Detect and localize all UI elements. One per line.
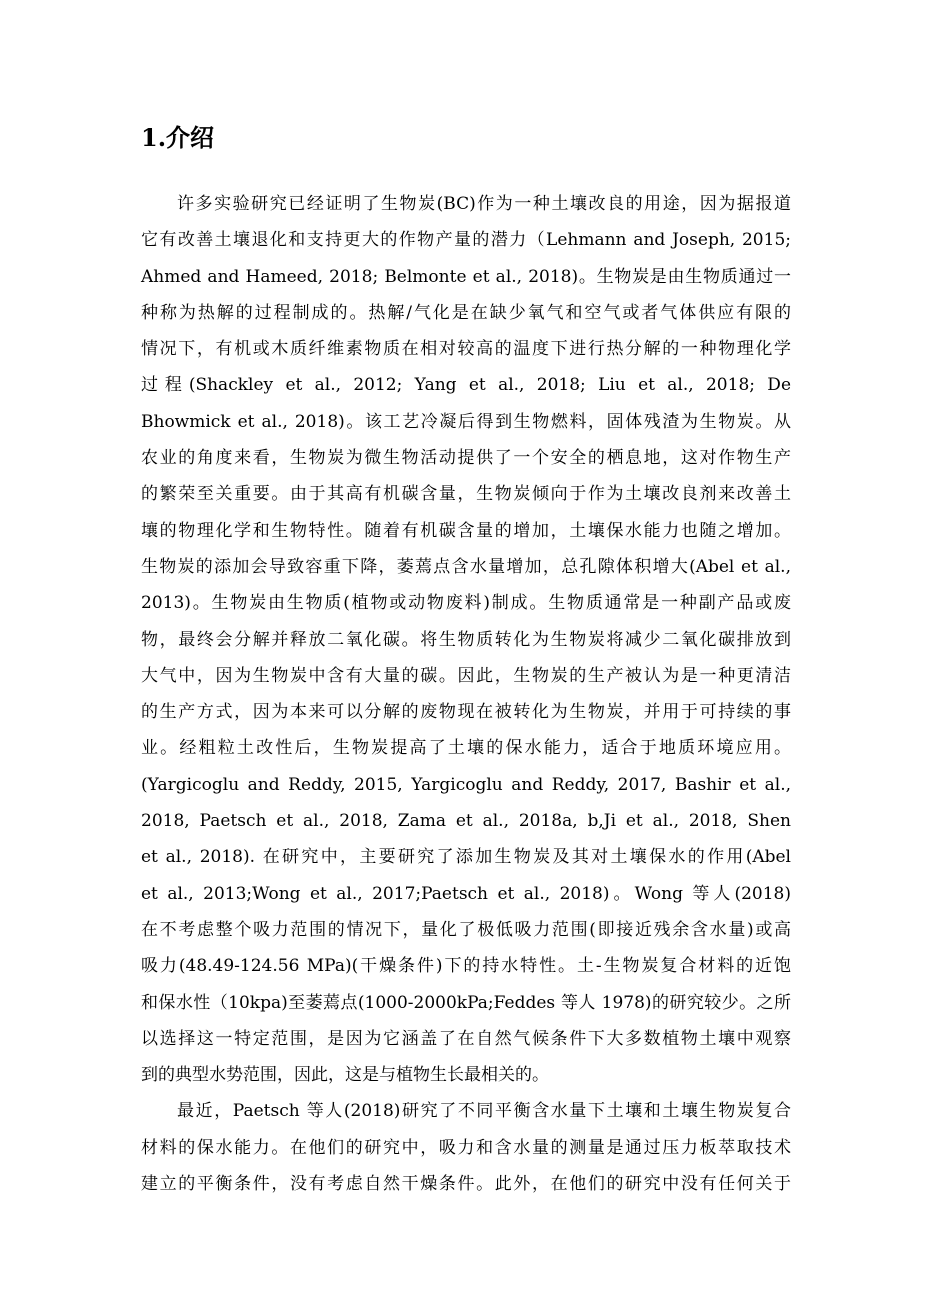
paragraph-1-line: 2013)。生物炭由生物质(植物或动物废料)制成。生物质通常是一种副产品或废: [141, 593, 791, 614]
paragraph-1-line: 种称为热解的过程制成的。热解/气化是在缺少氧气和空气或者气体供应有限的: [141, 302, 791, 323]
paragraph-1-line: 在不考虑整个吸力范围的情况下，量化了极低吸力范围(即接近残余含水量)或高: [141, 919, 791, 940]
paragraph-1-line: 到的典型水势范围，因此，这是与植物生长最相关的。: [141, 1065, 549, 1086]
paragraph-1-line: 过程(Shackley et al., 2012; Yang et al., 2018; Liu et al., 2018; De: [141, 375, 791, 396]
paragraph-1-line: 以选择这一特定范围，是因为它涵盖了在自然气候条件下大多数植物土壤中观察: [141, 1028, 791, 1049]
paragraph-1-line: 2018, Paetsch et al., 2018, Zama et al., 2018a, b,Ji et al., 2018, Shen: [141, 811, 791, 832]
paragraph-2-line: 最近，Paetsch 等人(2018)研究了不同平衡含水量下土壤和土壤生物炭复合: [177, 1101, 791, 1122]
paragraph-1-line: 物，最终会分解并释放二氧化碳。将生物质转化为生物炭将减少二氧化碳排放到: [141, 629, 791, 650]
paragraph-1-line: 和保水性（10kpa)至萎蔫点(1000-2000kPa;Feddes 等人 1978)的研究较少。之所: [141, 992, 791, 1013]
paragraph-2-line: 材料的保水能力。在他们的研究中，吸力和含水量的测量是通过压力板萃取技术: [141, 1137, 791, 1158]
paragraph-1-line: 生物炭的添加会导致容重下降，萎蔫点含水量增加，总孔隙体积增大(Abel et al.,: [141, 556, 791, 577]
paragraph-1-line: 它有改善土壤退化和支持更大的作物产量的潜力（Lehmann and Joseph, 2015;: [141, 230, 791, 251]
paragraph-1-line: 大气中，因为生物炭中含有大量的碳。因此，生物炭的生产被认为是一种更清洁: [141, 665, 791, 686]
paragraph-1-line: (Yargicoglu and Reddy, 2015, Yargicoglu and Reddy, 2017, Bashir et al.,: [141, 774, 791, 795]
paragraph-1-line: 业。经粗粒土改性后，生物炭提高了土壤的保水能力，适合于地质环境应用。: [141, 738, 791, 759]
paragraph-1-line: et al., 2013;Wong et al., 2017;Paetsch et al., 2018)。Wong 等人(2018): [141, 883, 791, 904]
paragraph-1-line: 的生产方式，因为本来可以分解的废物现在被转化为生物炭，并用于可持续的事: [141, 702, 791, 723]
section-heading: 1.介绍: [141, 123, 215, 152]
paragraph-1-line: 情况下，有机或木质纤维素物质在相对较高的温度下进行热分解的一种物理化学: [141, 339, 791, 360]
body-text: [141, 186, 791, 1202]
paragraph-1-line: 壤的物理化学和生物特性。随着有机碳含量的增加，土壤保水能力也随之增加。: [141, 520, 791, 541]
paragraph-1-line: 农业的角度来看，生物炭为微生物活动提供了一个安全的栖息地，这对作物生产: [141, 448, 791, 469]
paragraph-2-line: 建立的平衡条件，没有考虑自然干燥条件。此外，在他们的研究中没有任何关于: [141, 1174, 791, 1195]
paragraph-1-line: Bhowmick et al., 2018)。该工艺冷凝后得到生物燃料，固体残渣为生物炭。从: [141, 411, 791, 432]
paragraph-1-line: 吸力(48.49-124.56 MPa)(干燥条件)下的持水特性。土-生物炭复合材料的近饱: [141, 956, 791, 977]
paragraph-1-line: et al., 2018). 在研究中，主要研究了添加生物炭及其对土壤保水的作用(Abel: [141, 847, 791, 868]
paragraph-1-line: 的繁荣至关重要。由于其高有机碳含量，生物炭倾向于作为土壤改良剂来改善土: [141, 484, 791, 505]
paragraph-1-line: Ahmed and Hameed, 2018; Belmonte et al., 2018)。生物炭是由生物质通过一: [141, 266, 791, 287]
paragraph-1-line: 许多实验研究已经证明了生物炭(BC)作为一种土壤改良的用途，因为据报道: [177, 194, 791, 214]
